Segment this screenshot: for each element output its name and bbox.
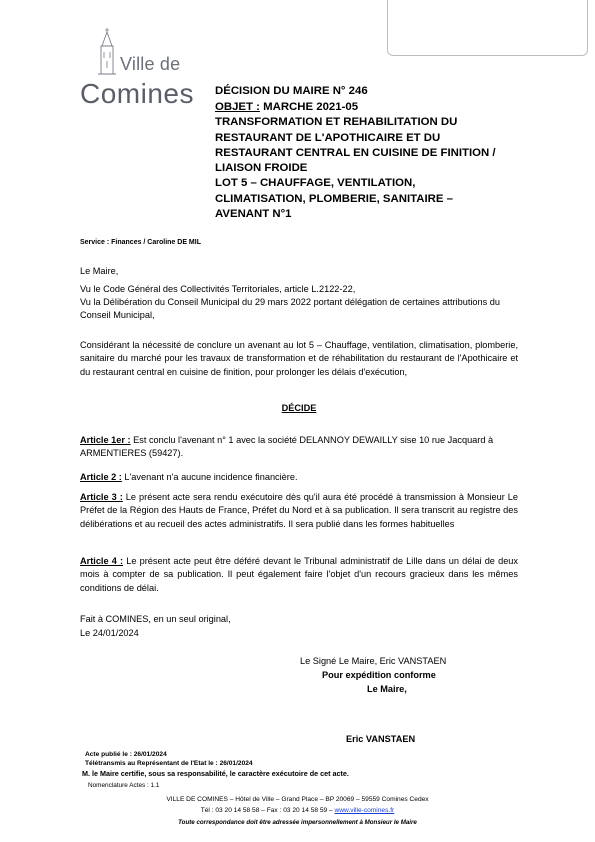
footer-contact	[0, 807, 595, 814]
objet-label: OBJET :	[215, 101, 260, 113]
decision-title: DÉCISION DU MAIRE N° 246	[215, 85, 368, 97]
objet-block	[215, 100, 535, 222]
objet-line: MARCHE 2021-05	[259, 101, 359, 113]
logo-ville-de: Ville de	[120, 54, 181, 74]
city-logo	[80, 28, 195, 110]
fait-a-line: Fait à COMINES, en un seul original,	[80, 614, 231, 624]
signature-le-maire: Le Maire,	[367, 684, 407, 694]
decide-heading: DÉCIDE	[281, 403, 317, 413]
le-maire-heading: Le Maire,	[80, 266, 119, 276]
article-3-text: Le présent acte sera rendu exécutoire dès qu'il aura été procédé à transmission à Monsieur Le Préfet de la Région des Hauts de France, Préfet du Nord et à sa publication. Il sera transcrit au registre des délibérations et au recueil des actes administratifs. Il sera publié dans les formes habituelles	[80, 492, 518, 529]
objet-line: RESTAURANT DE L'APOTHICAIRE ET DU	[215, 131, 441, 144]
signature-expedition: Pour expédition conforme	[322, 670, 436, 680]
article-1-text: Est conclu l'avenant n° 1 avec la société DELANNOY DEWAILLY sise 10 rue Jacquard à ARMENTIERES (59427).	[80, 435, 494, 459]
acte-nomenclature: Nomenclature Actes : 1.1	[88, 782, 160, 789]
acte-publie: Acte publié le : 26/01/2024	[85, 751, 167, 758]
objet-line: LOT 5 – CHAUFFAGE, VENTILATION,	[215, 177, 416, 190]
objet-line: AVENANT N°1	[215, 208, 292, 221]
objet-line: RESTAURANT CENTRAL EN CUISINE DE FINITION /	[215, 146, 496, 159]
objet-line: LIAISON FROIDE	[215, 162, 308, 175]
vu-code-general: Vu le Code Général des Collectivités Territoriales, article L.2122-22,	[80, 284, 356, 294]
signature-signed-line: Le Signé Le Maire, Eric VANSTAEN	[300, 656, 447, 666]
footer-address: VILLE DE COMINES – Hôtel de Ville – Grand Place – BP 20069 – 59559 Comines Cedex	[166, 796, 429, 803]
article-2	[80, 471, 518, 484]
article-4-text: Le présent acte peut être déféré devant le Tribunal administratif de Lille dans un délai de deux mois à compter de sa publication. Il peut également faire l'objet d'un recours gracieux dans les mêmes conditions de délai.	[80, 556, 519, 593]
signature-name: Eric VANSTAEN	[346, 734, 416, 744]
article-1-label: Article 1er :	[80, 435, 131, 445]
date-line: Le 24/01/2024	[80, 628, 139, 638]
footer-correspondence-note: Toute correspondance doit être adressée impersonnellement à Monsieur le Maire	[178, 819, 417, 826]
article-1	[80, 434, 518, 461]
logo-comines: Comines	[80, 78, 194, 109]
footer-website-link[interactable]: www.ville-comines.fr	[334, 807, 395, 814]
objet-line: TRANSFORMATION ET REHABILITATION DU	[215, 116, 458, 129]
vu-deliberation: Vu la Délibération du Conseil Municipal du 29 mars 2022 portant délégation de certaines attributions du Conseil Municipal,	[80, 297, 500, 321]
article-2-label: Article 2 :	[80, 472, 122, 482]
stamp-box	[387, 0, 588, 56]
acte-certifie: M. le Maire certifie, sous sa responsabilité, le caractère exécutoire de cet acte.	[82, 769, 349, 778]
footer-phone-fax: Tél : 03 20 14 58 58 – Fax : 03 20 14 58 59 –	[200, 807, 335, 814]
article-3-label: Article 3 :	[80, 492, 123, 502]
article-4	[80, 555, 518, 595]
church-tower-icon	[96, 28, 118, 76]
article-2-text: L'avenant n'a aucune incidence financière.	[121, 472, 298, 482]
considerant-paragraph: Considérant la nécessité de conclure un avenant au lot 5 – Chauffage, ventilation, climatisation, plomberie, sanitaire du marché pour les travaux de transformation et de réhabilitation du restaurant de l'Apothicaire et du restaurant central en cuisine de finition, pour prolonger les délais d'exécution,	[80, 340, 518, 377]
objet-line-first	[215, 100, 535, 115]
article-4-label: Article 4 :	[80, 556, 124, 566]
objet-line: CLIMATISATION, PLOMBERIE, SANITAIRE –	[215, 192, 453, 205]
article-3	[80, 491, 518, 531]
service-line: Service : Finances / Caroline DE MIL	[80, 239, 201, 246]
acte-teletransmis: Télétransmis au Représentant de l'Etat le : 26/01/2024	[85, 760, 253, 767]
